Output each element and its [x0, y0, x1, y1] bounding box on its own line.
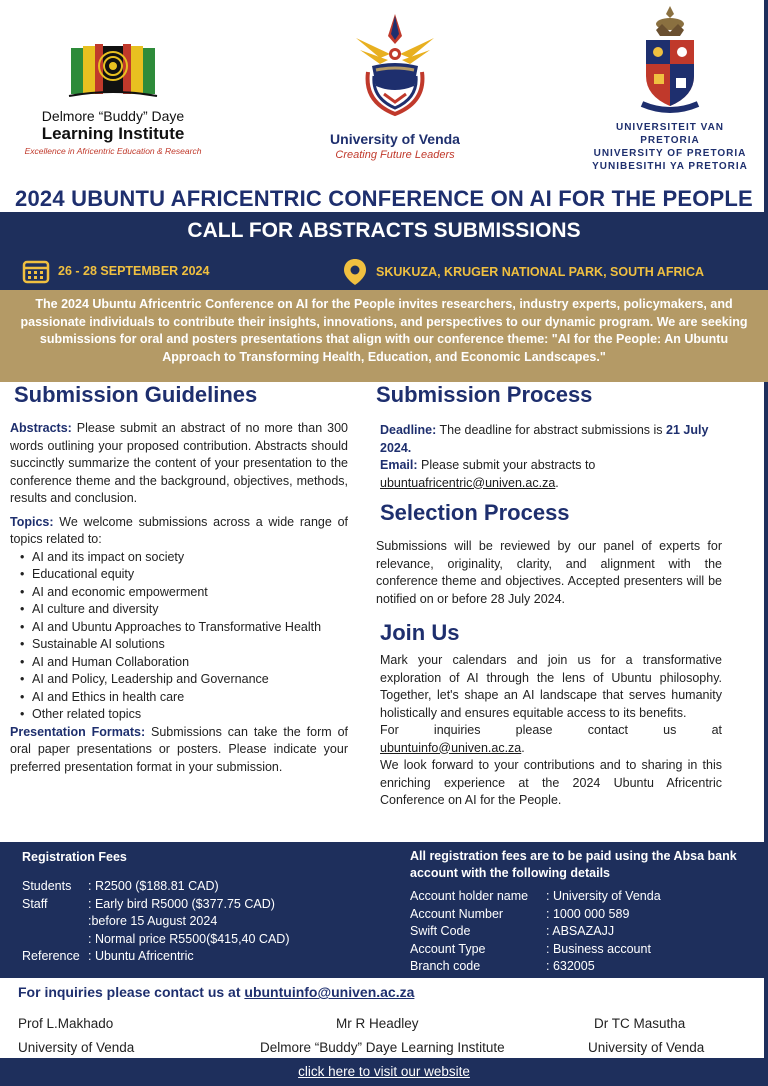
join-email-paragraph	[380, 740, 722, 758]
submission-process-heading: Submission Process	[376, 382, 593, 407]
deadline-date: 21 July 2024.	[380, 423, 709, 455]
bank-key: Account Number	[410, 906, 504, 921]
process-column	[376, 382, 722, 810]
closing-paragraph: We look forward to your contributions and to sharing in this enriching experience at the 2024 Ubuntu Africentric Conference on AI for the People.	[380, 758, 722, 807]
list-item: • Educational equity	[20, 566, 348, 584]
deadline-label: Deadline:	[380, 423, 437, 437]
venda-logo	[300, 10, 490, 161]
contact-org: University of Venda	[588, 1040, 705, 1055]
up-name-afrikaans: UNIVERSITEIT VAN PRETORIA	[615, 122, 725, 146]
contact-org: University of Venda	[18, 1040, 135, 1055]
list-item: • AI and economic empowerment	[20, 584, 348, 602]
bank-key: Branch code	[410, 959, 481, 973]
topics-text: We welcome submissions across a wide range of topics related to:	[10, 514, 348, 546]
topics-paragraph	[10, 514, 348, 549]
abstracts-text: Please submit an abstract of no more than 300 words outlining your proposed contribution. Abstracts should succinctly summarize the content of your presentation to the conference theme and the background, objectives, methods, results and conclusion.	[10, 421, 348, 505]
join-us-heading: Join Us	[380, 620, 460, 645]
fee-key	[22, 913, 88, 931]
fees-band	[0, 842, 768, 978]
bank-row	[410, 958, 760, 976]
fee-row	[22, 931, 382, 949]
event-location: SKUKUZA, KRUGER NATIONAL PARK, SOUTH AFRICA	[376, 265, 705, 279]
fee-value: :before 15 August 2024	[88, 914, 218, 928]
registration-fees	[22, 850, 382, 966]
bank-row	[410, 906, 760, 924]
call-for-abstracts-title: CALL FOR ABSTRACTS SUBMISSIONS	[187, 219, 581, 242]
fee-row	[22, 913, 382, 931]
contact-2	[260, 1012, 550, 1060]
up-crest-icon	[632, 4, 708, 116]
fee-key: Staff	[22, 896, 48, 911]
bank-value: : 632005	[546, 959, 595, 973]
list-item: • Other related topics	[20, 706, 348, 724]
deadline-text: The deadline for abstract submissions is	[436, 423, 667, 437]
contact-org: Delmore “Buddy” Daye Learning Institute	[260, 1040, 505, 1055]
join-paragraph: Mark your calendars and join us for a transformative exploration of AI through the lens of Ubuntu philosophy. Together, let's shape an AI landscape that serves humanity holistically and ensures equitable access to its benefits.	[380, 653, 722, 720]
fee-value: : Early bird R5000 ($377.75 CAD)	[88, 896, 275, 911]
selection-process-heading: Selection Process	[380, 500, 570, 525]
bank-row	[410, 923, 760, 941]
bank-value: : ABSAZAJJ	[546, 924, 615, 938]
venda-crest-icon	[350, 10, 440, 122]
bank-value: : Business account	[546, 941, 651, 956]
selection-paragraph: Submissions will be reviewed by our panel of experts for relevance, originality, clarity, and alignment with the conference theme and objectives. Accepted presenters will be notified on or before 28 July 2024.	[376, 539, 722, 606]
list-item: • AI culture and diversity	[20, 601, 348, 619]
bank-value: : 1000 000 589	[546, 906, 630, 921]
abstract-email-link[interactable]: ubuntuafricentric@univen.ac.za	[380, 475, 556, 490]
bank-heading: All registration fees are to be paid using the Absa bank account with the following details	[410, 849, 737, 880]
inquiries-email-link[interactable]: ubuntuinfo@univen.ac.za	[244, 984, 415, 1000]
formats-label: Presentation Formats:	[10, 724, 146, 739]
conference-title: 2024 UBUNTU AFRICENTRIC CONFERENCE ON AI FOR THE PEOPLE	[15, 186, 753, 211]
list-item: • AI and Human Collaboration	[20, 654, 348, 672]
up-name-english: UNIVERSITY OF PRETORIA	[593, 148, 747, 159]
fee-key: Reference	[22, 949, 80, 963]
up-logo	[590, 4, 750, 173]
deadline-paragraph	[380, 422, 722, 457]
bank-row	[410, 888, 760, 906]
calendar-icon	[22, 258, 50, 284]
bank-key: Account holder name	[410, 889, 529, 903]
ddd-name-line1: Delmore “Buddy” Daye	[41, 108, 185, 124]
venda-tagline: Creating Future Leaders	[335, 149, 455, 161]
topics-list	[20, 549, 348, 724]
list-item: • AI and Ethics in health care	[20, 689, 348, 707]
email-label: Email:	[380, 458, 418, 472]
list-item: • AI and Ubuntu Approaches to Transformative Health	[20, 619, 348, 637]
join-email-link[interactable]: ubuntuinfo@univen.ac.za	[380, 740, 522, 755]
contact-name: Dr TC Masutha	[594, 1016, 686, 1031]
bank-value: : University of Venda	[546, 889, 661, 903]
intro-text: The 2024 Ubuntu Africentric Conference on AI for the People invites researchers, industry experts, policymakers, and passionate individuals to contribute their insights, innovations, and perspectives to our dynamic program. We are seeking submissions for oral and posters presentations that align with our conference theme: "AI for the People: An Ubuntu Approach to Transforming Health, Education, and Economic Landscapes."	[20, 297, 748, 364]
location-row	[342, 258, 704, 286]
website-link[interactable]: click here to visit our website	[298, 1064, 470, 1079]
event-date: 26 - 28 SEPTEMBER 2024	[58, 264, 210, 278]
location-pin-icon	[342, 258, 368, 286]
bank-details	[410, 848, 760, 976]
list-item: • AI and Policy, Leadership and Governance	[20, 671, 348, 689]
join-email-period: .	[521, 740, 525, 755]
contact-3	[588, 1012, 704, 1060]
list-item: • AI and its impact on society	[20, 549, 348, 567]
fee-value: : Normal price R5500($415,40 CAD)	[88, 931, 290, 946]
bank-key: Swift Code	[410, 924, 471, 938]
contact-name: Mr R Headley	[336, 1016, 419, 1031]
bank-key: Account Type	[410, 941, 486, 956]
topics-label: Topics:	[10, 514, 54, 529]
fee-value: : R2500 ($188.81 CAD)	[88, 879, 219, 893]
intro-band	[0, 290, 768, 382]
guidelines-column	[10, 382, 348, 776]
inquiries-line: For inquiries please contact us at	[380, 723, 722, 737]
fee-row	[22, 896, 382, 914]
formats-text: Submissions can take the form of oral paper presentations or posters. Please indicate your preferred presentation format in your submission.	[10, 724, 349, 774]
up-name-sepedi: YUNIBESITHI YA PRETORIA	[592, 161, 748, 172]
inquiries-text: For inquiries please contact us at	[18, 984, 245, 1000]
ddd-logo	[18, 40, 208, 156]
footer-band	[0, 1058, 768, 1086]
abstracts-label: Abstracts:	[10, 421, 72, 435]
venda-name: University of Venda	[330, 131, 460, 147]
contact-1	[18, 1012, 134, 1060]
ddd-name-line2: Learning Institute	[41, 124, 185, 143]
fee-key: Students	[22, 879, 72, 893]
ddd-tagline: Excellence in Africentric Education & Research	[24, 146, 202, 156]
fee-row	[22, 948, 382, 966]
date-row	[22, 258, 209, 284]
fee-row	[22, 878, 382, 896]
fee-key	[22, 931, 88, 949]
book-emblem-icon	[65, 40, 161, 102]
email-period: .	[555, 475, 559, 490]
bank-row	[410, 941, 760, 959]
abstracts-paragraph	[10, 420, 348, 508]
contact-name: Prof L.Makhado	[18, 1016, 114, 1031]
guidelines-heading: Submission Guidelines	[14, 382, 258, 407]
formats-paragraph	[10, 724, 348, 777]
inquiries-footer	[18, 984, 414, 1000]
email-text: Please submit your abstracts to	[417, 458, 596, 472]
fee-value: : Ubuntu Africentric	[88, 949, 194, 963]
fees-heading: Registration Fees	[22, 850, 127, 864]
email-paragraph	[380, 457, 722, 492]
list-item: • Sustainable AI solutions	[20, 636, 348, 654]
logo-bar	[0, 0, 768, 180]
